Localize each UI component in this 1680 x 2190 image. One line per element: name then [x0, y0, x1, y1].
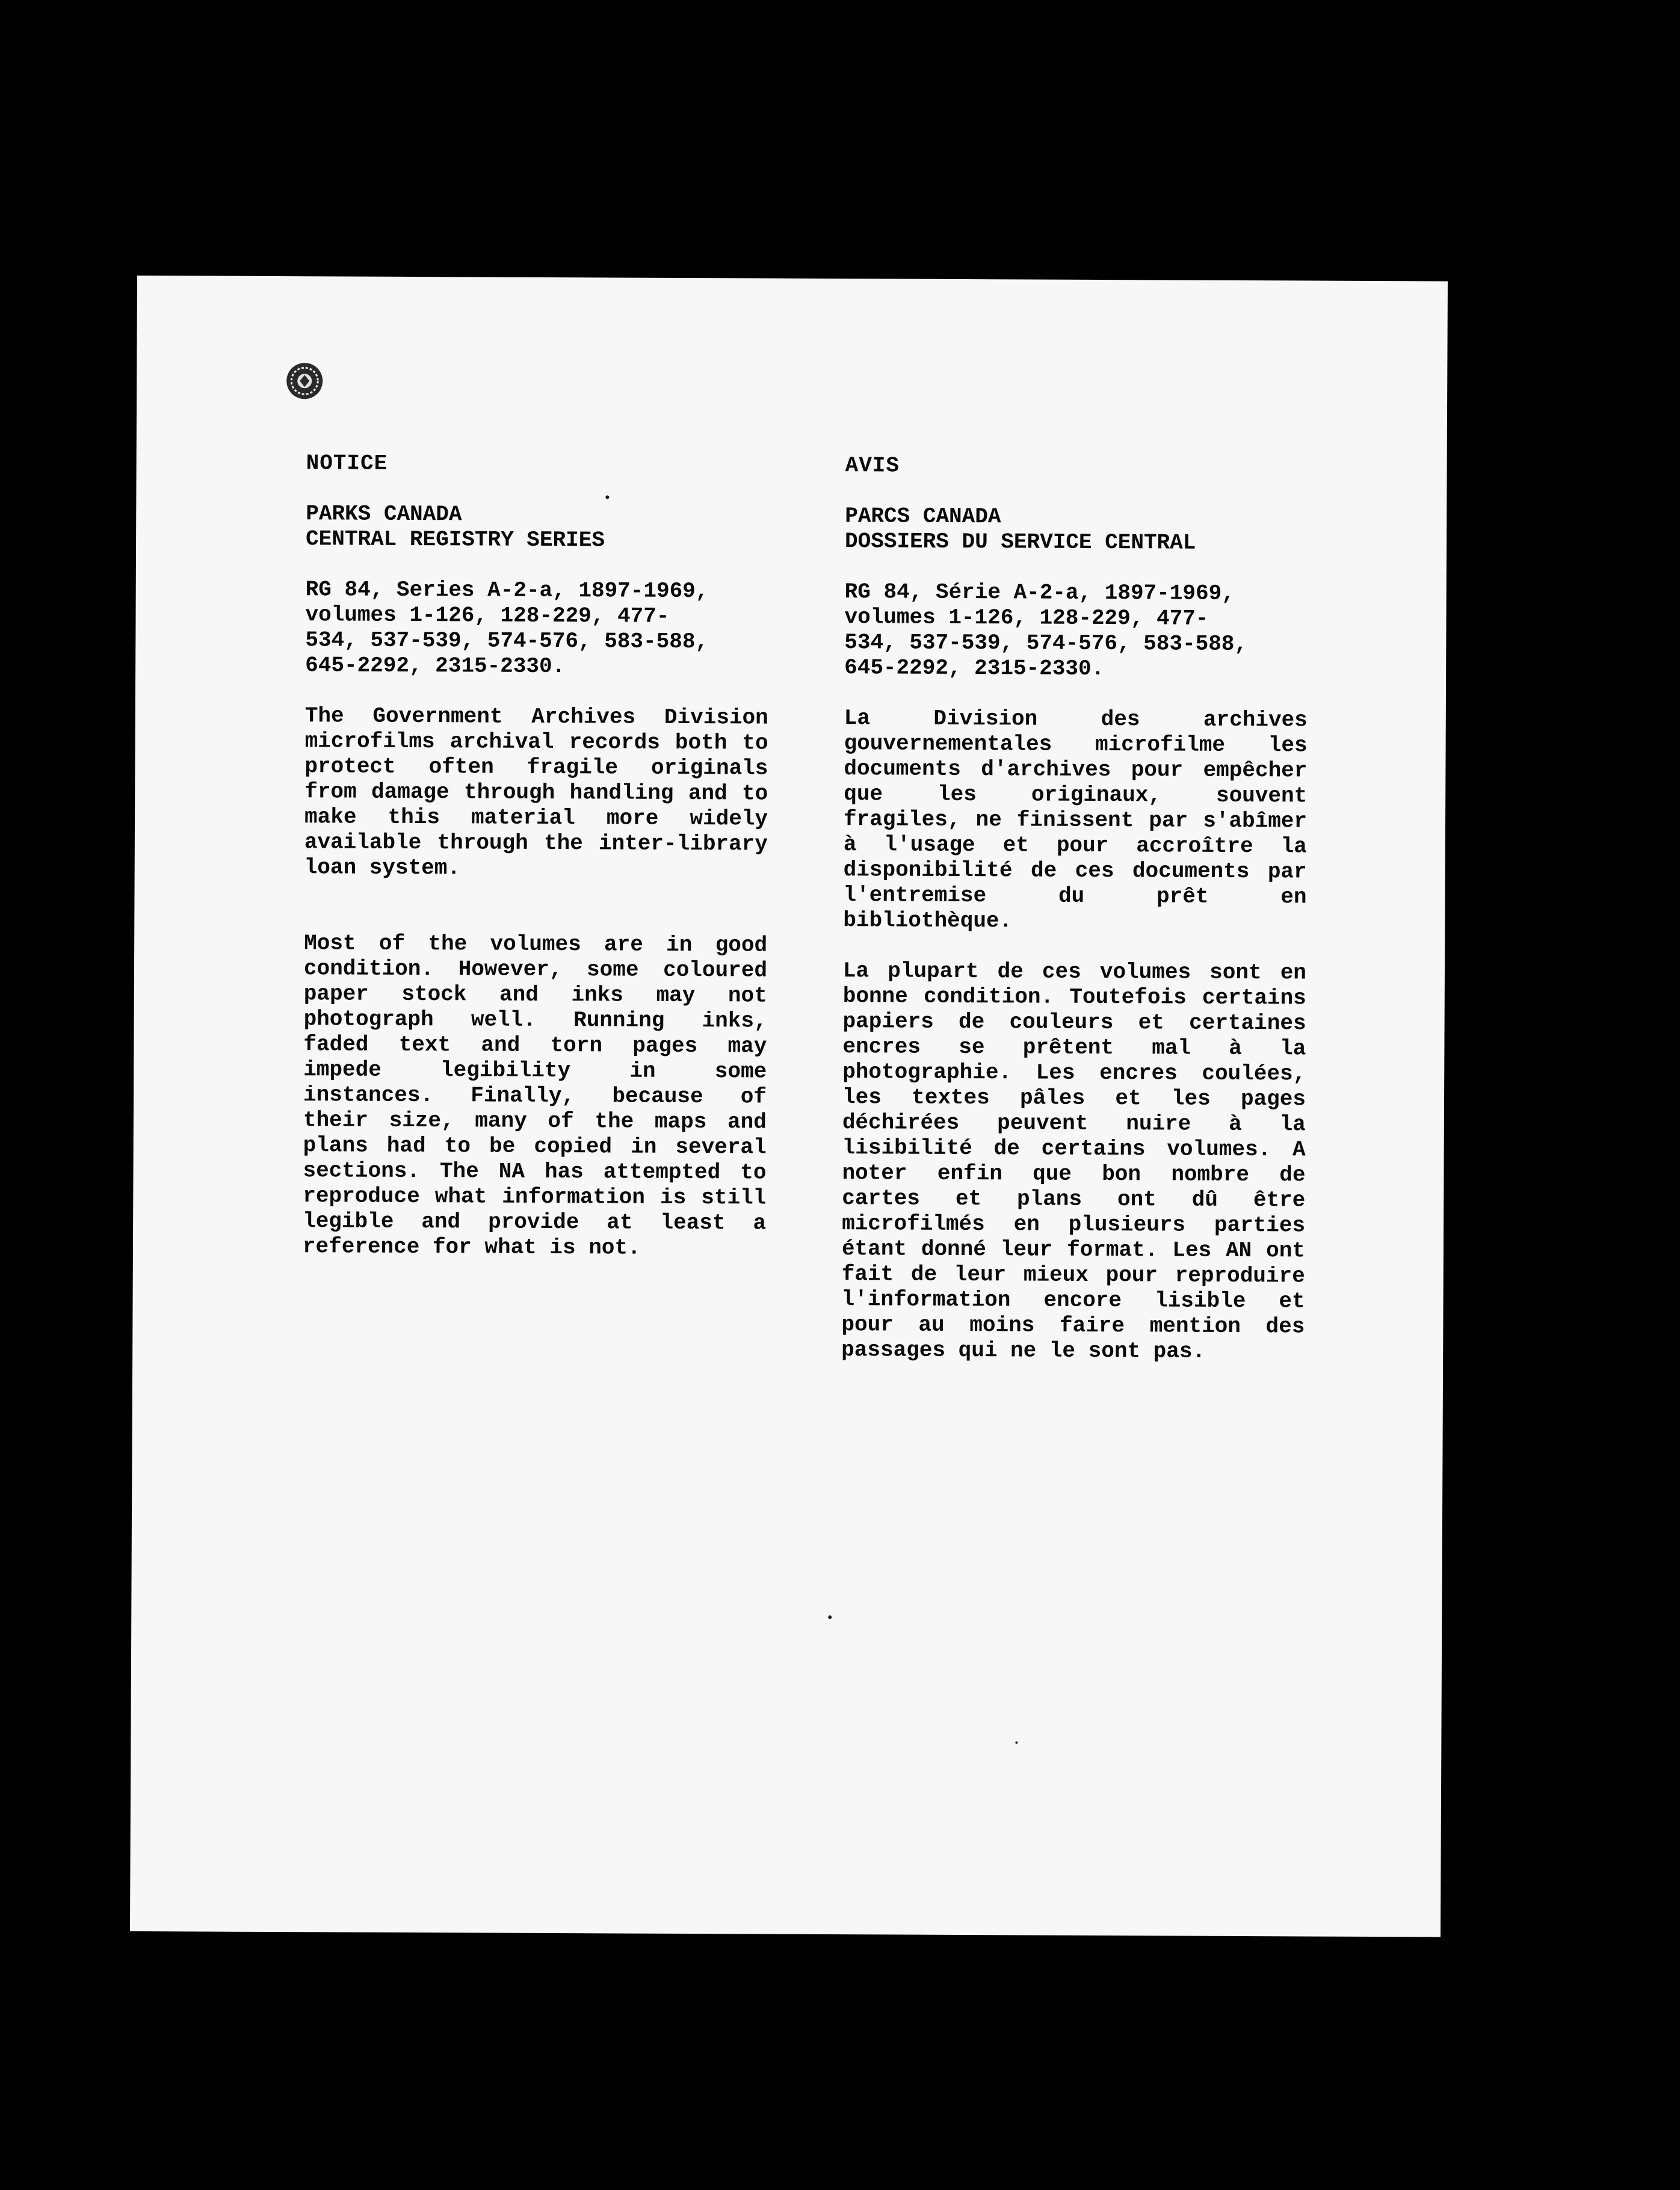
notice-label: NOTICE — [306, 451, 388, 476]
french-column — [841, 453, 1309, 1365]
archives-seal-icon — [284, 360, 325, 401]
english-reference: RG 84, Series A-2-a, 1897-1969, volumes 1-126, 128-229, 477- 534, 537-539, 574-576, 583-588, 645-2292, 2315-2330. — [305, 577, 709, 679]
avis-label: AVIS — [845, 453, 900, 478]
english-paragraph-1: The Government Archives Division microfilms archival records both to protect often fragile originals from damage through handling and to make this material more widely available through the inter-library loan system. — [304, 703, 768, 881]
french-paragraph-1: La Division des archives gouvernementales microfilme les documents d'archives pour empêcher que les originaux, souvent fragiles, ne finissent par s'abîmer à l'usage et pour accroître la disponibilité de ces documents par l'entremise du prêt en bibliothèque. — [843, 706, 1308, 934]
scan-speck — [605, 495, 609, 499]
french-reference: RG 84, Série A-2-a, 1897-1969, volumes 1-126, 128-229, 477- 534, 537-539, 574-576, 583-588, 645-2292, 2315-2330. — [844, 579, 1248, 682]
english-paragraph-2: Most of the volumes are in good condition. However, some coloured paper stock and inks may not photograph well. Running inks, faded text and torn pages may impede legibility in some instances. Finally, because of their size, many of the maps and plans had to be copied in several sections. The NA has attempted to reproduce what information is still legible and provide at least a reference for what is not. — [302, 931, 768, 1260]
scan-speck — [828, 1615, 832, 1619]
english-column — [303, 451, 770, 1261]
scan-speck — [1015, 1741, 1018, 1744]
french-heading: PARCS CANADA DOSSIERS DU SERVICE CENTRAL — [844, 504, 1196, 555]
french-paragraph-2: La plupart de ces volumes sont en bonne condition. Toutefois certains papiers de couleurs et certaines encres se prêtent mal à la photographie. Les encres coulées, les textes pâles et les pages déchirées peuvent nuire à la lisibilité de certains volumes. A noter enfin que bon nombre de cartes et plans ont dû être microfilmés en plusieurs parties étant donné leur format. Les AN ont fait de leur mieux pour reproduire l'information encore lisible et pour au moins faire mention des passages qui ne le sont pas. — [841, 958, 1307, 1364]
english-heading: PARKS CANADA CENTRAL REGISTRY SERIES — [306, 501, 605, 553]
document-page — [130, 276, 1448, 1937]
